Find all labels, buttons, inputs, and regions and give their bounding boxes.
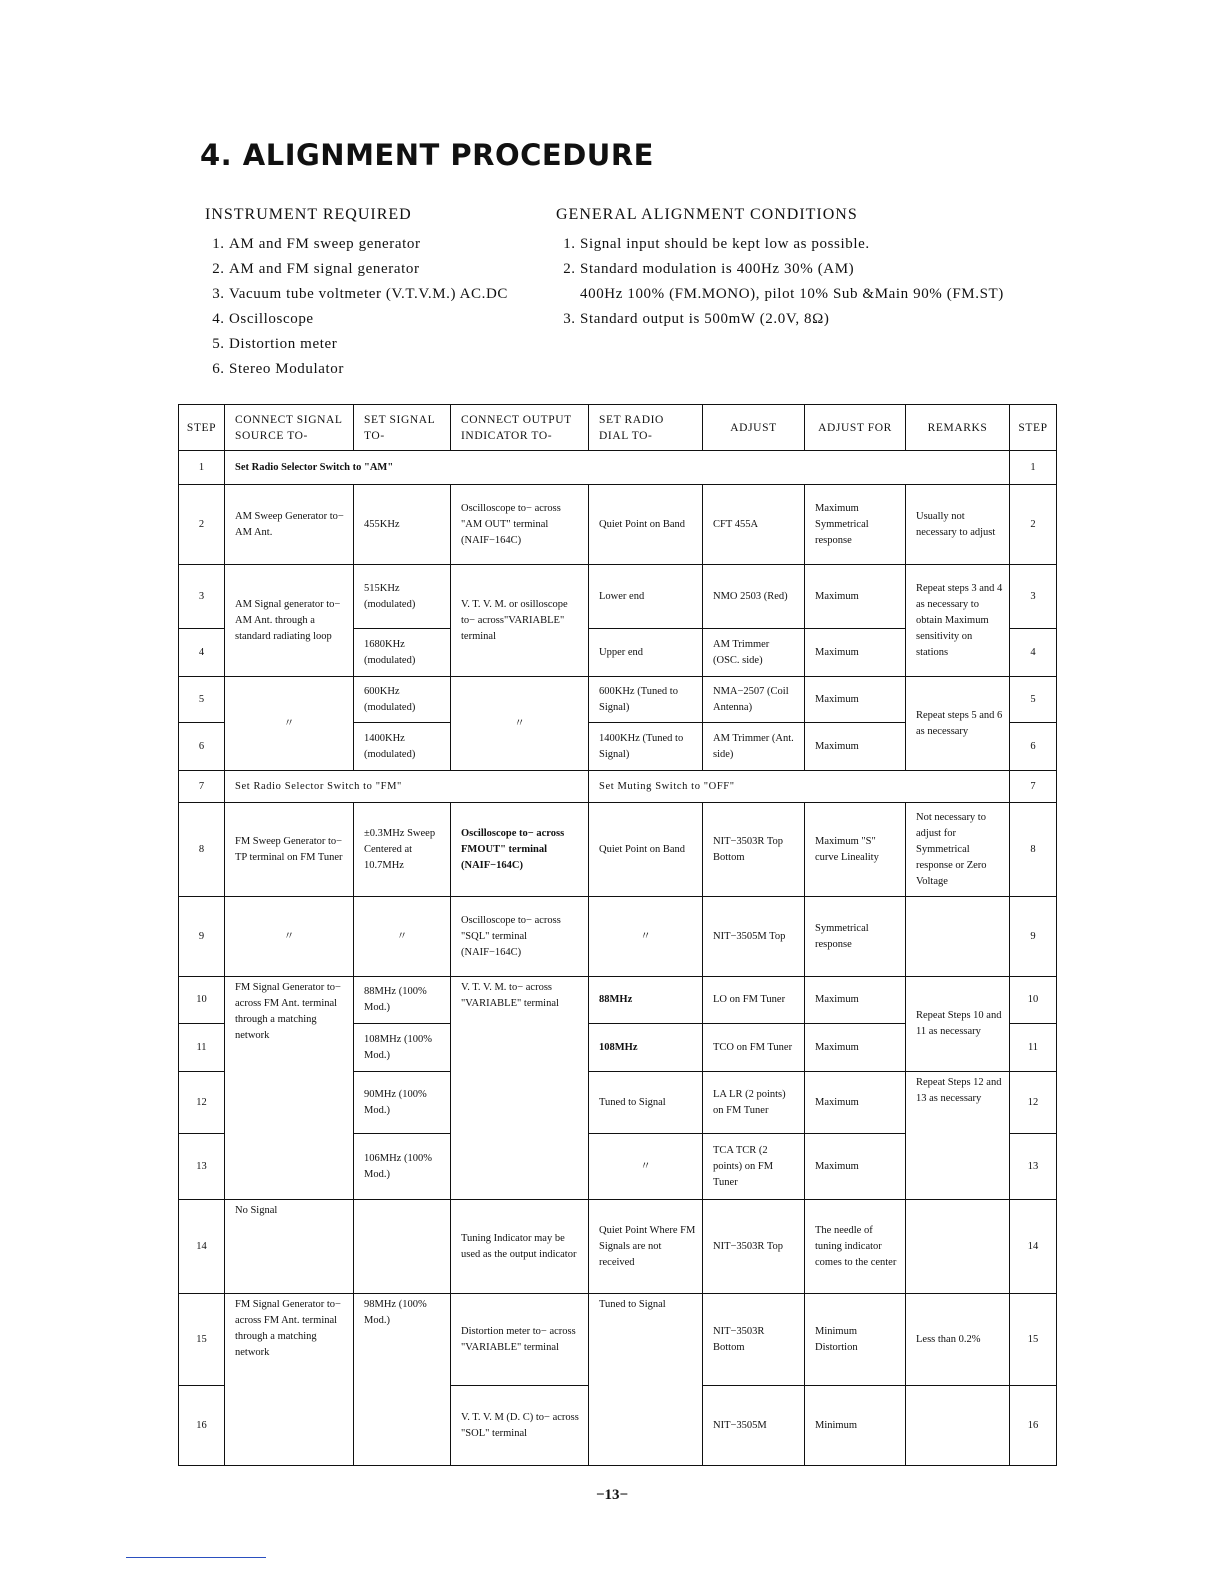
signal-cell: 106MHz (100% Mod.) xyxy=(354,1134,451,1200)
step-cell: 9 xyxy=(179,897,225,977)
adjust-for-cell: Maximum xyxy=(805,723,906,771)
table-row xyxy=(179,451,1057,485)
adjust-cell: NIT−3505M Top xyxy=(703,897,805,977)
header-step-right: STEP xyxy=(1010,405,1057,451)
table-row xyxy=(179,677,1057,723)
step-cell-right: 3 xyxy=(1010,565,1057,629)
output-cell: Tuning Indicator may be used as the output indicator xyxy=(451,1200,589,1294)
step-cell: 4 xyxy=(179,629,225,677)
instruction-cell: Set Radio Selector Switch to "FM" xyxy=(225,771,589,803)
adjust-cell: AM Trimmer (OSC. side) xyxy=(703,629,805,677)
step-cell: 12 xyxy=(179,1072,225,1134)
remarks-cell: Repeat steps 5 and 6 as necessary xyxy=(906,677,1010,771)
remarks-cell: Repeat steps 3 and 4 as necessary to obtain Maximum sensitivity on stations xyxy=(906,565,1010,677)
source-cell: AM Signal generator to− AM Ant. through a standard radiating loop xyxy=(225,565,354,677)
signal-cell: 〃 xyxy=(354,897,451,977)
header-step: STEP xyxy=(179,405,225,451)
conditions-list xyxy=(556,232,1076,332)
adjust-for-cell: Maximum xyxy=(805,629,906,677)
step-cell: 5 xyxy=(179,677,225,723)
step-cell: 3 xyxy=(179,565,225,629)
step-cell-right: 10 xyxy=(1010,977,1057,1024)
signal-cell: 88MHz (100% Mod.) xyxy=(354,977,451,1024)
source-cell: 〃 xyxy=(225,897,354,977)
instrument-required-section xyxy=(205,206,535,382)
adjust-for-cell: Maximum xyxy=(805,1134,906,1200)
source-cell: 〃 xyxy=(225,677,354,771)
remarks-cell: Repeat Steps 12 and 13 as necessary xyxy=(906,1072,1010,1200)
list-item: 2. Standard modulation is 400Hz 30% (AM) xyxy=(580,257,1076,282)
list-item: 6. Stereo Modulator xyxy=(229,357,535,382)
dial-cell: 1400KHz (Tuned to Signal) xyxy=(589,723,703,771)
dial-cell: Tuned to Signal xyxy=(589,1294,703,1466)
step-cell: 7 xyxy=(179,771,225,803)
adjust-for-cell: Maximum xyxy=(805,1024,906,1072)
step-cell: 8 xyxy=(179,803,225,897)
dial-cell: Quiet Point on Band xyxy=(589,803,703,897)
adjust-cell: NIT−3503R Top xyxy=(703,1200,805,1294)
table-row xyxy=(179,1200,1057,1294)
signal-cell: 515KHz (modulated) xyxy=(354,565,451,629)
output-cell: Oscilloscope to− across FMOUT" terminal (NAIF−164C) xyxy=(451,803,589,897)
adjust-cell: LA LR (2 points) on FM Tuner xyxy=(703,1072,805,1134)
adjust-for-cell: Symmetrical response xyxy=(805,897,906,977)
dial-cell: 88MHz xyxy=(589,977,703,1024)
header-set-radio: SET RADIO DIAL TO- xyxy=(589,405,703,451)
step-cell: 14 xyxy=(179,1200,225,1294)
remarks-cell: Usually not necessary to adjust xyxy=(906,485,1010,565)
adjust-cell: AM Trimmer (Ant. side) xyxy=(703,723,805,771)
table-row xyxy=(179,1294,1057,1386)
table-row xyxy=(179,977,1057,1024)
step-cell-right: 4 xyxy=(1010,629,1057,677)
page-number: −13− xyxy=(595,1487,629,1503)
signal-cell: 455KHz xyxy=(354,485,451,565)
list-item: 3. Standard output is 500mW (2.0V, 8Ω) xyxy=(580,307,1076,332)
header-remarks: REMARKS xyxy=(906,405,1010,451)
alignment-table xyxy=(178,404,1057,1466)
dial-cell: Quiet Point Where FM Signals are not received xyxy=(589,1200,703,1294)
adjust-for-cell: Maximum xyxy=(805,565,906,629)
adjust-cell: TCA TCR (2 points) on FM Tuner xyxy=(703,1134,805,1200)
output-cell: Oscilloscope to− across "AM OUT" terminal (NAIF−164C) xyxy=(451,485,589,565)
dial-cell: Lower end xyxy=(589,565,703,629)
dial-cell: 〃 xyxy=(589,897,703,977)
signal-cell: 1400KHz (modulated) xyxy=(354,723,451,771)
step-cell: 13 xyxy=(179,1134,225,1200)
adjust-cell: NIT−3503R Top Bottom xyxy=(703,803,805,897)
instrument-list xyxy=(205,232,535,382)
source-cell: FM Signal Generator to− across FM Ant. terminal through a matching network xyxy=(225,1294,354,1466)
list-item: 1. Signal input should be kept low as possible. xyxy=(580,232,1076,257)
dial-cell: Quiet Point on Band xyxy=(589,485,703,565)
adjust-cell: NIT−3503R Bottom xyxy=(703,1294,805,1386)
output-cell: V. T. V. M (D. C) to− across "SOL" terminal xyxy=(451,1386,589,1466)
header-connect-output: CONNECT OUTPUT INDICATOR TO- xyxy=(451,405,589,451)
signal-cell xyxy=(354,1200,451,1294)
remarks-cell: Not necessary to adjust for Symmetrical response or Zero Voltage xyxy=(906,803,1010,897)
source-cell: FM Signal Generator to− across FM Ant. terminal through a matching network xyxy=(225,977,354,1200)
adjust-cell: LO on FM Tuner xyxy=(703,977,805,1024)
dial-cell: Tuned to Signal xyxy=(589,1072,703,1134)
step-cell: 2 xyxy=(179,485,225,565)
step-cell-right: 16 xyxy=(1010,1386,1057,1466)
output-cell: V. T. V. M. or osilloscope to− across"VARIABLE" terminal xyxy=(451,565,589,677)
remarks-cell: Repeat Steps 10 and 11 as necessary xyxy=(906,977,1010,1072)
output-cell: Oscilloscope to− across "SQL" terminal (NAIF−164C) xyxy=(451,897,589,977)
remarks-cell xyxy=(906,1386,1010,1466)
table-row xyxy=(179,565,1057,629)
step-cell: 1 xyxy=(179,451,225,485)
dial-cell: 〃 xyxy=(589,1134,703,1200)
table-row xyxy=(179,485,1057,565)
signal-cell: ±0.3MHz Sweep Centered at 10.7MHz xyxy=(354,803,451,897)
signal-cell: 1680KHz (modulated) xyxy=(354,629,451,677)
adjust-for-cell: Minimum xyxy=(805,1386,906,1466)
adjust-for-cell: Maximum xyxy=(805,677,906,723)
dial-cell: Upper end xyxy=(589,629,703,677)
step-cell-right: 2 xyxy=(1010,485,1057,565)
step-cell-right: 13 xyxy=(1010,1134,1057,1200)
remarks-cell xyxy=(906,1200,1010,1294)
step-cell-right: 9 xyxy=(1010,897,1057,977)
step-cell: 10 xyxy=(179,977,225,1024)
general-conditions-heading: GENERAL ALIGNMENT CONDITIONS xyxy=(556,206,858,223)
table-header-row xyxy=(179,405,1057,451)
adjust-for-cell: Maximum xyxy=(805,1072,906,1134)
adjust-for-cell: Minimum Distortion xyxy=(805,1294,906,1386)
step-cell: 15 xyxy=(179,1294,225,1386)
header-set-signal: SET SIGNAL TO- xyxy=(354,405,451,451)
general-conditions-section xyxy=(556,206,1076,332)
adjust-cell: NIT−3505M xyxy=(703,1386,805,1466)
source-cell: FM Sweep Generator to− TP terminal on FM Tuner xyxy=(225,803,354,897)
output-cell: Distortion meter to− across "VARIABLE" terminal xyxy=(451,1294,589,1386)
adjust-cell: CFT 455A xyxy=(703,485,805,565)
adjust-for-cell: The needle of tuning indicator comes to the center xyxy=(805,1200,906,1294)
output-cell: V. T. V. M. to− across "VARIABLE" terminal xyxy=(451,977,589,1200)
dial-cell: 108MHz xyxy=(589,1024,703,1072)
list-item: 4. Oscilloscope xyxy=(229,307,535,332)
step-cell-right: 7 xyxy=(1010,771,1057,803)
list-item: 3. Vacuum tube voltmeter (V.T.V.M.) AC.DC xyxy=(229,282,535,307)
output-cell: 〃 xyxy=(451,677,589,771)
step-cell: 6 xyxy=(179,723,225,771)
table-row xyxy=(179,803,1057,897)
remarks-cell: Less than 0.2% xyxy=(906,1294,1010,1386)
instrument-required-heading: INSTRUMENT REQUIRED xyxy=(205,206,412,223)
instruction-cell: Set Radio Selector Switch to "AM" xyxy=(225,451,1010,485)
page-title: 4. ALIGNMENT PROCEDURE xyxy=(200,138,654,172)
adjust-for-cell: Maximum Symmetrical response xyxy=(805,485,906,565)
signal-cell: 90MHz (100% Mod.) xyxy=(354,1072,451,1134)
instruction-cell: Set Muting Switch to "OFF" xyxy=(589,771,1010,803)
list-item: 1. AM and FM sweep generator xyxy=(229,232,535,257)
step-cell-right: 15 xyxy=(1010,1294,1057,1386)
signal-cell: 98MHz (100% Mod.) xyxy=(354,1294,451,1466)
footer-line xyxy=(126,1557,266,1558)
signal-cell: 600KHz (modulated) xyxy=(354,677,451,723)
step-cell-right: 11 xyxy=(1010,1024,1057,1072)
adjust-cell: TCO on FM Tuner xyxy=(703,1024,805,1072)
step-cell-right: 1 xyxy=(1010,451,1057,485)
signal-cell: 108MHz (100% Mod.) xyxy=(354,1024,451,1072)
source-cell: AM Sweep Generator to− AM Ant. xyxy=(225,485,354,565)
header-adjust: ADJUST xyxy=(703,405,805,451)
step-cell-right: 12 xyxy=(1010,1072,1057,1134)
list-item: 5. Distortion meter xyxy=(229,332,535,357)
list-item-continuation: 400Hz 100% (FM.MONO), pilot 10% Sub &Main 90% (FM.ST) xyxy=(580,286,1004,302)
adjust-for-cell: Maximum xyxy=(805,977,906,1024)
step-cell-right: 14 xyxy=(1010,1200,1057,1294)
dial-cell: 600KHz (Tuned to Signal) xyxy=(589,677,703,723)
adjust-cell: NMO 2503 (Red) xyxy=(703,565,805,629)
step-cell: 16 xyxy=(179,1386,225,1466)
step-cell: 11 xyxy=(179,1024,225,1072)
adjust-cell: NMA−2507 (Coil Antenna) xyxy=(703,677,805,723)
adjust-for-cell: Maximum "S" curve Lineality xyxy=(805,803,906,897)
header-adjust-for: ADJUST FOR xyxy=(805,405,906,451)
source-cell: No Signal xyxy=(225,1200,354,1294)
step-cell-right: 5 xyxy=(1010,677,1057,723)
list-item: 2. AM and FM signal generator xyxy=(229,257,535,282)
table-row xyxy=(179,897,1057,977)
header-connect-source: CONNECT SIGNAL SOURCE TO- xyxy=(225,405,354,451)
step-cell-right: 8 xyxy=(1010,803,1057,897)
table-row xyxy=(179,771,1057,803)
remarks-cell xyxy=(906,897,1010,977)
step-cell-right: 6 xyxy=(1010,723,1057,771)
